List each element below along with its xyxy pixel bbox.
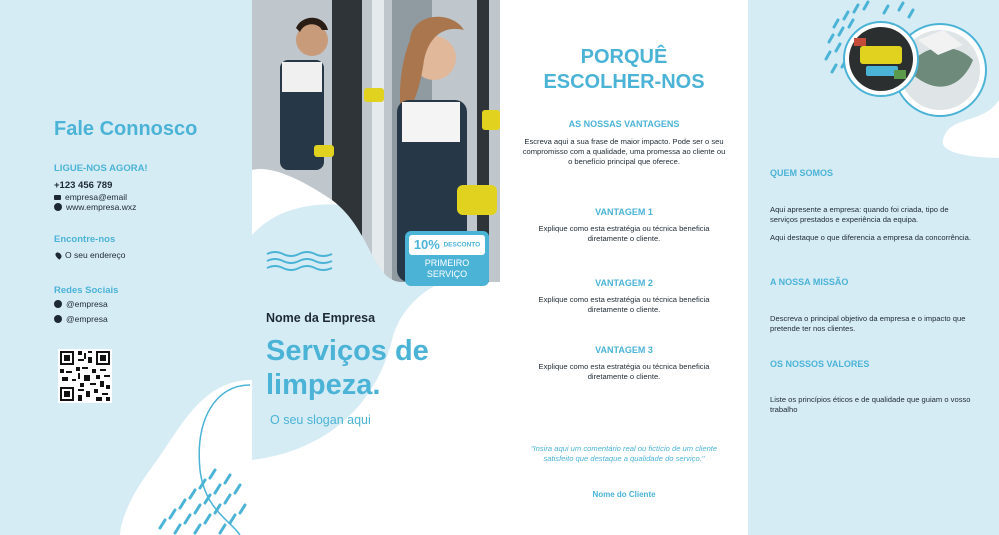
- contact-panel: [0, 0, 252, 535]
- wave-decoration: [266, 250, 334, 272]
- client-name: Nome do Cliente: [592, 490, 656, 499]
- why-panel: [500, 0, 748, 535]
- advantages-text: Escreva aqui a sua frase de maior impacto. Pode ser o seu compromisso com a qualidade, uma promessa ao cliente ou o benefício principal que oferece.: [522, 137, 726, 166]
- instagram-line[interactable]: [54, 313, 108, 325]
- company-name: Nome da Empresa: [266, 311, 376, 325]
- discount-sub-2: SERVIÇO: [426, 269, 468, 279]
- discount-label: DESCONTO: [443, 241, 481, 249]
- globe-icon: [54, 203, 62, 211]
- cover-headline: [266, 334, 496, 402]
- discount-amount: [409, 235, 485, 255]
- headline-line-2: limpeza.: [266, 369, 381, 401]
- mail-icon: [54, 195, 61, 200]
- headline-line-1: Serviços de: [266, 335, 429, 367]
- address-line: [56, 249, 125, 261]
- why-title-line-2: ESCOLHER-NOS: [543, 71, 705, 93]
- advantage-1-title: VANTAGEM 1: [595, 207, 653, 217]
- address-text: O seu endereço: [65, 250, 126, 260]
- why-title: [500, 45, 748, 95]
- discount-badge: [405, 231, 489, 286]
- advantage-2-title: VANTAGEM 2: [595, 278, 653, 288]
- advantage-3-text: Explique como esta estratégia ou técnica beneficia diretamente o cliente.: [538, 362, 710, 381]
- qr-code[interactable]: [58, 349, 112, 403]
- who-text-1: Aqui apresente a empresa: quando foi criada, tipo de serviços prestados e experiência da equipa.: [770, 205, 949, 224]
- discount-percent: 10%: [413, 237, 440, 252]
- values-text: Liste os princípios éticos e de qualidade que guiam o vosso trabalho: [770, 395, 971, 414]
- about-panel: [748, 0, 999, 535]
- decorative-shapes: [0, 0, 252, 535]
- facebook-icon: [54, 300, 62, 308]
- email-text: empresa@email: [65, 192, 128, 202]
- discount-sub-1: PRIMEIRO: [424, 258, 470, 268]
- who-heading: QUEM SOMOS: [770, 168, 834, 178]
- facebook-line[interactable]: [54, 298, 108, 310]
- who-text-2: Aqui destaque o que diferencia a empresa da concorrência.: [770, 233, 971, 242]
- call-heading: LIGUE-NOS AGORA!: [54, 163, 148, 174]
- address-heading: Encontre-nos: [54, 234, 116, 245]
- advantages-heading: AS NOSSAS VANTAGENS: [568, 119, 680, 129]
- advantage-3-title: VANTAGEM 3: [595, 345, 653, 355]
- facebook-handle: @empresa: [66, 299, 108, 309]
- why-title-line-1: PORQUÊ: [580, 46, 668, 68]
- website-text: www.empresa.wxz: [66, 202, 137, 212]
- mission-heading: A NOSSA MISSÃO: [770, 277, 849, 287]
- contact-title: Fale Connosco: [54, 118, 198, 140]
- testimonial-quote: "Insira aqui um comentário real ou fictício de um cliente satisfeito que destaque a qualidade do serviço.": [530, 444, 718, 463]
- cover-panel: [252, 0, 500, 535]
- social-heading: Redes Sociais: [54, 285, 119, 296]
- map-pin-icon: [54, 251, 62, 259]
- about-decoration: [748, 0, 999, 160]
- advantage-1-text: Explique como esta estratégia ou técnica beneficia diretamente o cliente.: [538, 224, 710, 243]
- website-line[interactable]: [54, 201, 136, 213]
- advantage-2-text: Explique como esta estratégia ou técnica beneficia diretamente o cliente.: [538, 295, 710, 314]
- mission-text: Descreva o principal objetivo da empresa e o impacto que pretende ter nos clientes.: [770, 314, 966, 333]
- phone-number[interactable]: +123 456 789: [54, 179, 113, 191]
- instagram-icon: [54, 315, 62, 323]
- slogan: O seu slogan aqui: [270, 413, 371, 427]
- instagram-handle: @empresa: [66, 314, 108, 324]
- values-heading: OS NOSSOS VALORES: [770, 359, 870, 369]
